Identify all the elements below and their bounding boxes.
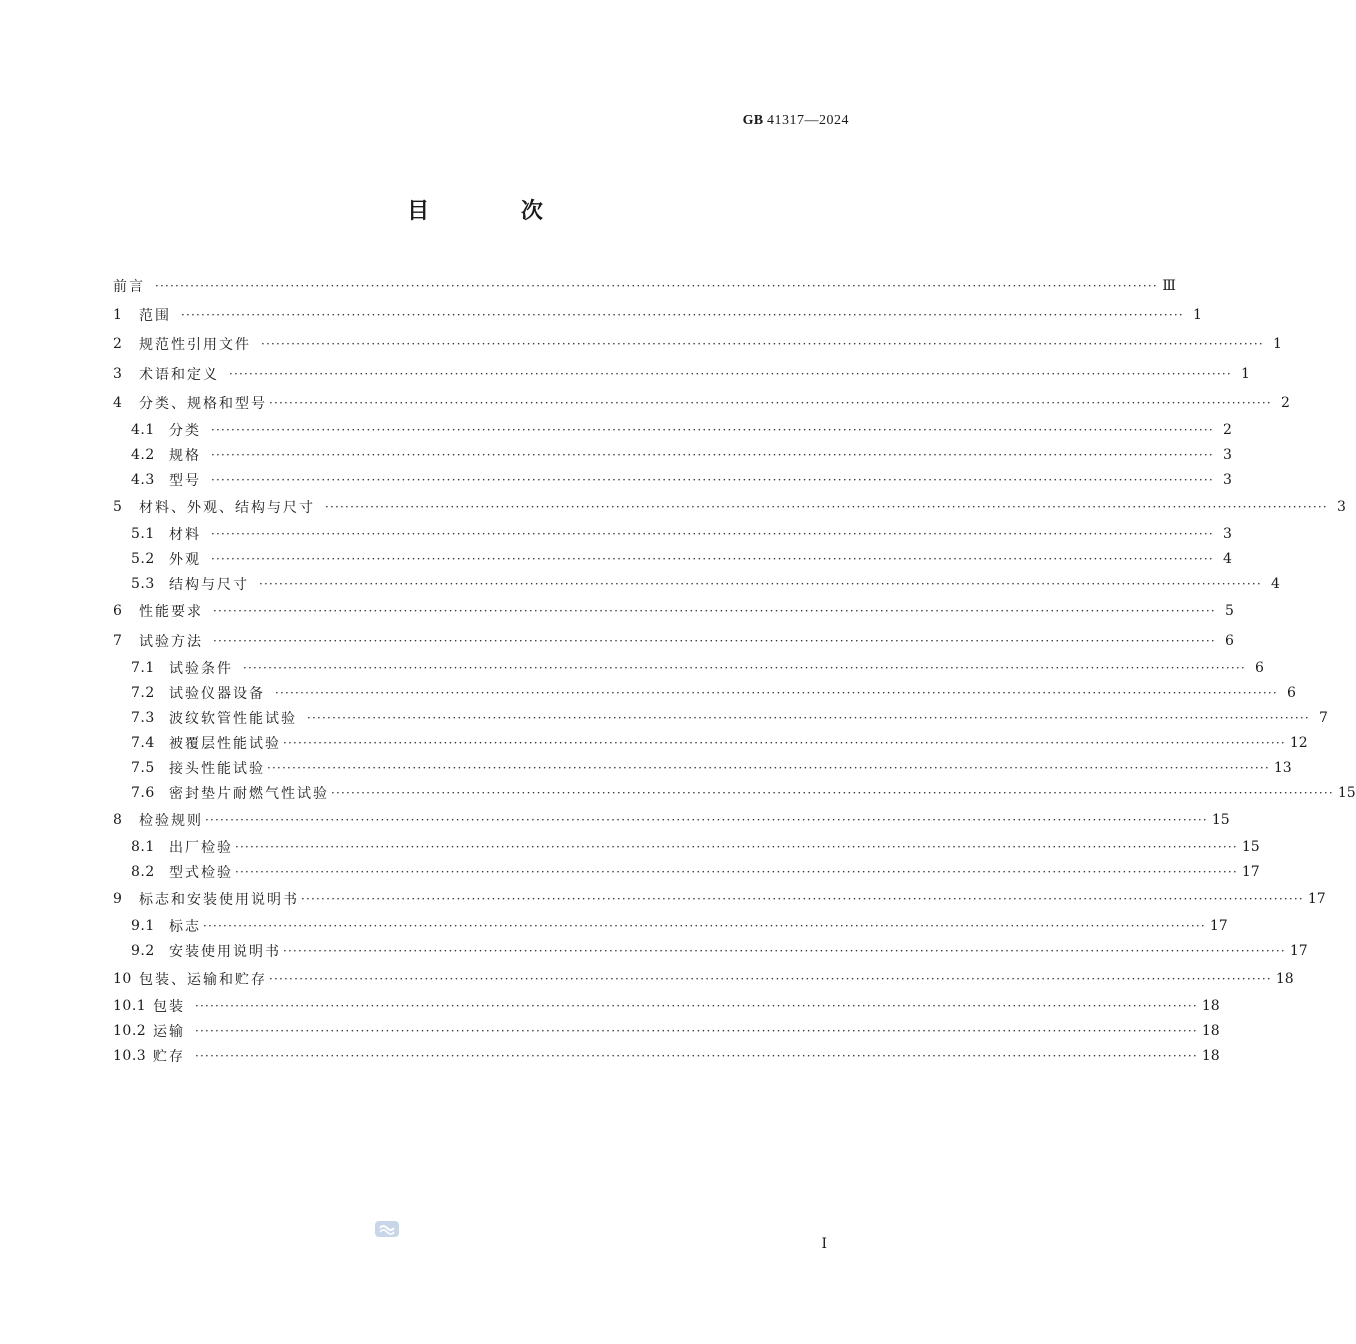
toc-leader-dots: ········································································································································································································ [155,278,1158,293]
toc-entry-number: 5.1 [131,526,155,543]
toc-leader-dots: ········································································································································································································ [261,337,1264,352]
standard-code: GB [742,113,764,128]
toc-entry-label: 运输 [153,1023,185,1040]
toc-entry-number: 10.1 [113,997,147,1014]
toc-leader-dots: ········································································································································································································ [243,660,1246,675]
toc-entry-page: 17 [1307,891,1326,908]
toc-entry[interactable] [113,547,1232,572]
toc-entry-number: 4.3 [131,471,155,488]
toc-leader-dots: ········································································································································································································ [195,998,1198,1013]
toc-entry-number: 7.5 [131,759,155,776]
toc-entry-number: 5.2 [131,551,155,568]
toc-entry-page: 17 [1241,864,1260,881]
toc-entry-label: 术语和定义 [139,366,219,383]
toc-leader-dots: ········································································································································································································ [211,447,1214,462]
toc-entry[interactable] [113,467,1232,492]
toc-entry-page: 17 [1209,918,1228,935]
toc-entry-number: 8.2 [131,864,155,881]
toc-entry-page: 1 [1240,365,1250,382]
toc-leader-dots: ········································································································································································································ [331,785,1334,800]
toc-entry-page: 6 [1224,632,1234,649]
toc-entry-page: 2 [1222,421,1232,438]
toc-leader-dots: ········································································································································································································ [205,813,1208,828]
toc-entry-number: 5 [113,499,123,516]
toc-entry-label: 贮存 [153,1048,185,1065]
toc-entry-page: 6 [1254,659,1264,676]
toc-entry-number: 5.3 [131,576,155,593]
toc-entry-number: 7.6 [131,784,155,801]
toc-entry[interactable] [113,300,1202,329]
toc-entry[interactable] [113,271,1176,300]
toc-entry[interactable] [113,780,1356,805]
toc-entry-page: 17 [1289,943,1308,960]
toc-entry-page: 2 [1280,394,1290,411]
toc-entry-page: 4 [1270,576,1280,593]
toc-entry-label: 型式检验 [169,865,233,882]
toc-entry-number: 2 [113,336,123,353]
toc-entry-page: 15 [1337,784,1356,801]
toc-entry[interactable] [113,705,1328,730]
toc-entry-page: 3 [1222,471,1232,488]
toc-entry-page: 5 [1224,603,1234,620]
toc-leader-dots: ········································································································································································································ [235,840,1238,855]
toc-leader-dots: ········································································································································································································ [235,865,1238,880]
toc-entry-page: 1 [1272,336,1282,353]
toc-entry[interactable] [113,388,1290,417]
toc-entry-page: 3 [1336,499,1346,516]
toc-entry[interactable] [113,417,1232,442]
toc-leader-dots: ········································································································································································································ [269,971,1272,986]
toc-leader-dots: ········································································································································································································ [213,604,1216,619]
toc-entry-label: 包装 [153,998,185,1015]
toc-entry[interactable] [113,572,1280,597]
toc-entry-number: 7.4 [131,734,155,751]
toc-entry-label: 范围 [139,307,171,324]
toc-entry-page: 13 [1273,759,1292,776]
toc-entry[interactable] [113,860,1260,885]
toc-entry-label: 材料 [169,527,201,544]
toc-entry-number: 8 [113,812,123,829]
toc-entry-label: 材料、外观、结构与尺寸 [139,500,315,517]
toc-entry-number: 10.2 [113,1022,147,1039]
toc-entry[interactable] [113,655,1264,680]
toc-entry-label: 包装、运输和贮存 [139,971,267,988]
toc-entry-number: 4.2 [131,446,155,463]
toc-entry-page: 12 [1289,734,1308,751]
toc-entry[interactable] [113,680,1296,705]
toc-leader-dots: ········································································································································································································ [307,710,1310,725]
toc-entry[interactable] [113,492,1346,521]
toc-entry-page: 18 [1201,1047,1220,1064]
toc-entry-page: 6 [1286,684,1296,701]
toc-entry-page: 15 [1241,839,1260,856]
toc-entry-number: 9.1 [131,918,155,935]
table-of-contents [113,271,1356,1068]
toc-entry-page: 3 [1222,526,1232,543]
toc-leader-dots: ········································································································································································································ [181,307,1184,322]
standard-number [743,113,849,129]
toc-entry-label: 标志 [169,919,201,936]
toc-entry-label: 检验规则 [139,813,203,830]
toc-entry-page: 18 [1201,997,1220,1014]
toc-entry[interactable] [113,597,1234,626]
toc-entry-label: 结构与尺寸 [169,577,249,594]
toc-entry[interactable] [113,522,1232,547]
toc-entry-number: 10.3 [113,1047,147,1064]
toc-entry-page: Ⅲ [1162,277,1176,294]
toc-entry-number: 4 [113,394,123,411]
toc-leader-dots: ········································································································································································································ [259,577,1262,592]
toc-entry-label: 外观 [169,552,201,569]
toc-entry-label: 试验方法 [139,633,203,650]
toc-entry-page: 18 [1201,1022,1220,1039]
toc-entry-number: 10 [113,970,132,987]
toc-entry-number: 4.1 [131,421,155,438]
toc-entry[interactable] [113,914,1228,939]
toc-leader-dots: ········································································································································································································ [275,685,1278,700]
toc-entry-label: 标志和安装使用说明书 [139,892,299,909]
toc-leader-dots: ········································································································································································································ [211,422,1214,437]
toc-entry-label: 波纹软管性能试验 [169,710,297,727]
toc-entry-page: 18 [1275,970,1294,987]
toc-entry-label: 性能要求 [139,604,203,621]
toc-entry[interactable] [113,939,1308,964]
toc-entry-label: 安装使用说明书 [169,944,281,961]
toc-entry-number: 8.1 [131,839,155,856]
toc-entry-label: 试验仪器设备 [169,685,265,702]
toc-entry[interactable] [113,993,1220,1018]
toc-entry-number: 7 [113,632,123,649]
toc-entry-label: 分类、规格和型号 [139,395,267,412]
toc-leader-dots: ········································································································································································································ [301,892,1304,907]
toc-entry-label: 密封垫片耐燃气性试验 [169,785,329,802]
toc-leader-dots: ········································································································································································································ [211,472,1214,487]
toc-entry[interactable] [113,359,1250,388]
toc-entry-page: 3 [1222,446,1232,463]
toc-entry-label: 规范性引用文件 [139,337,251,354]
toc-entry[interactable] [113,1043,1220,1068]
toc-entry-page: 15 [1211,812,1230,829]
toc-leader-dots: ········································································································································································································ [229,366,1232,381]
toc-entry[interactable] [113,835,1260,860]
toc-leader-dots: ········································································································································································································ [283,944,1286,959]
page-title: 目 次 [407,199,585,224]
toc-entry[interactable] [113,330,1282,359]
toc-entry[interactable] [113,442,1232,467]
toc-entry[interactable] [113,730,1308,755]
toc-leader-dots: ········································································································································································································ [195,1048,1198,1063]
toc-entry-number: 9.2 [131,943,155,960]
standard-number-value: 41317—2024 [767,113,849,128]
toc-entry-number: 3 [113,365,123,382]
toc-leader-dots: ········································································································································································································ [195,1023,1198,1038]
toc-entry[interactable] [113,755,1292,780]
toc-entry-number: 7.2 [131,684,155,701]
toc-leader-dots: ········································································································································································································ [267,760,1270,775]
toc-entry[interactable] [113,805,1230,834]
page-number: I [821,1236,827,1252]
toc-entry[interactable] [113,964,1294,993]
toc-entry[interactable] [113,626,1234,655]
toc-entry-number: 1 [113,306,123,323]
toc-entry-label: 出厂检验 [169,840,233,857]
toc-entry-label: 型号 [169,472,201,489]
toc-entry-number: 6 [113,603,123,620]
toc-entry-label: 接头性能试验 [169,760,265,777]
toc-entry-number: 7.1 [131,659,155,676]
toc-entry-page: 7 [1318,709,1328,726]
toc-leader-dots: ········································································································································································································ [325,500,1328,515]
toc-entry[interactable] [113,1018,1220,1043]
toc-leader-dots: ········································································································································································································ [211,552,1214,567]
toc-entry-page: 4 [1222,551,1232,568]
toc-entry-label: 分类 [169,422,201,439]
toc-entry-number: 7.3 [131,709,155,726]
toc-entry[interactable] [113,885,1326,914]
toc-entry-page: 1 [1192,306,1202,323]
toc-entry-number: 9 [113,891,123,908]
sac-logo-icon [374,1218,400,1240]
toc-entry-label: 试验条件 [169,660,233,677]
toc-leader-dots: ········································································································································································································ [211,527,1214,542]
toc-leader-dots: ········································································································································································································ [203,919,1206,934]
toc-entry-label: 被覆层性能试验 [169,735,281,752]
toc-leader-dots: ········································································································································································································ [269,395,1272,410]
toc-entry-label: 规格 [169,447,201,464]
toc-leader-dots: ········································································································································································································ [213,633,1216,648]
toc-leader-dots: ········································································································································································································ [283,735,1286,750]
toc-entry-label: 前言 [113,278,145,295]
